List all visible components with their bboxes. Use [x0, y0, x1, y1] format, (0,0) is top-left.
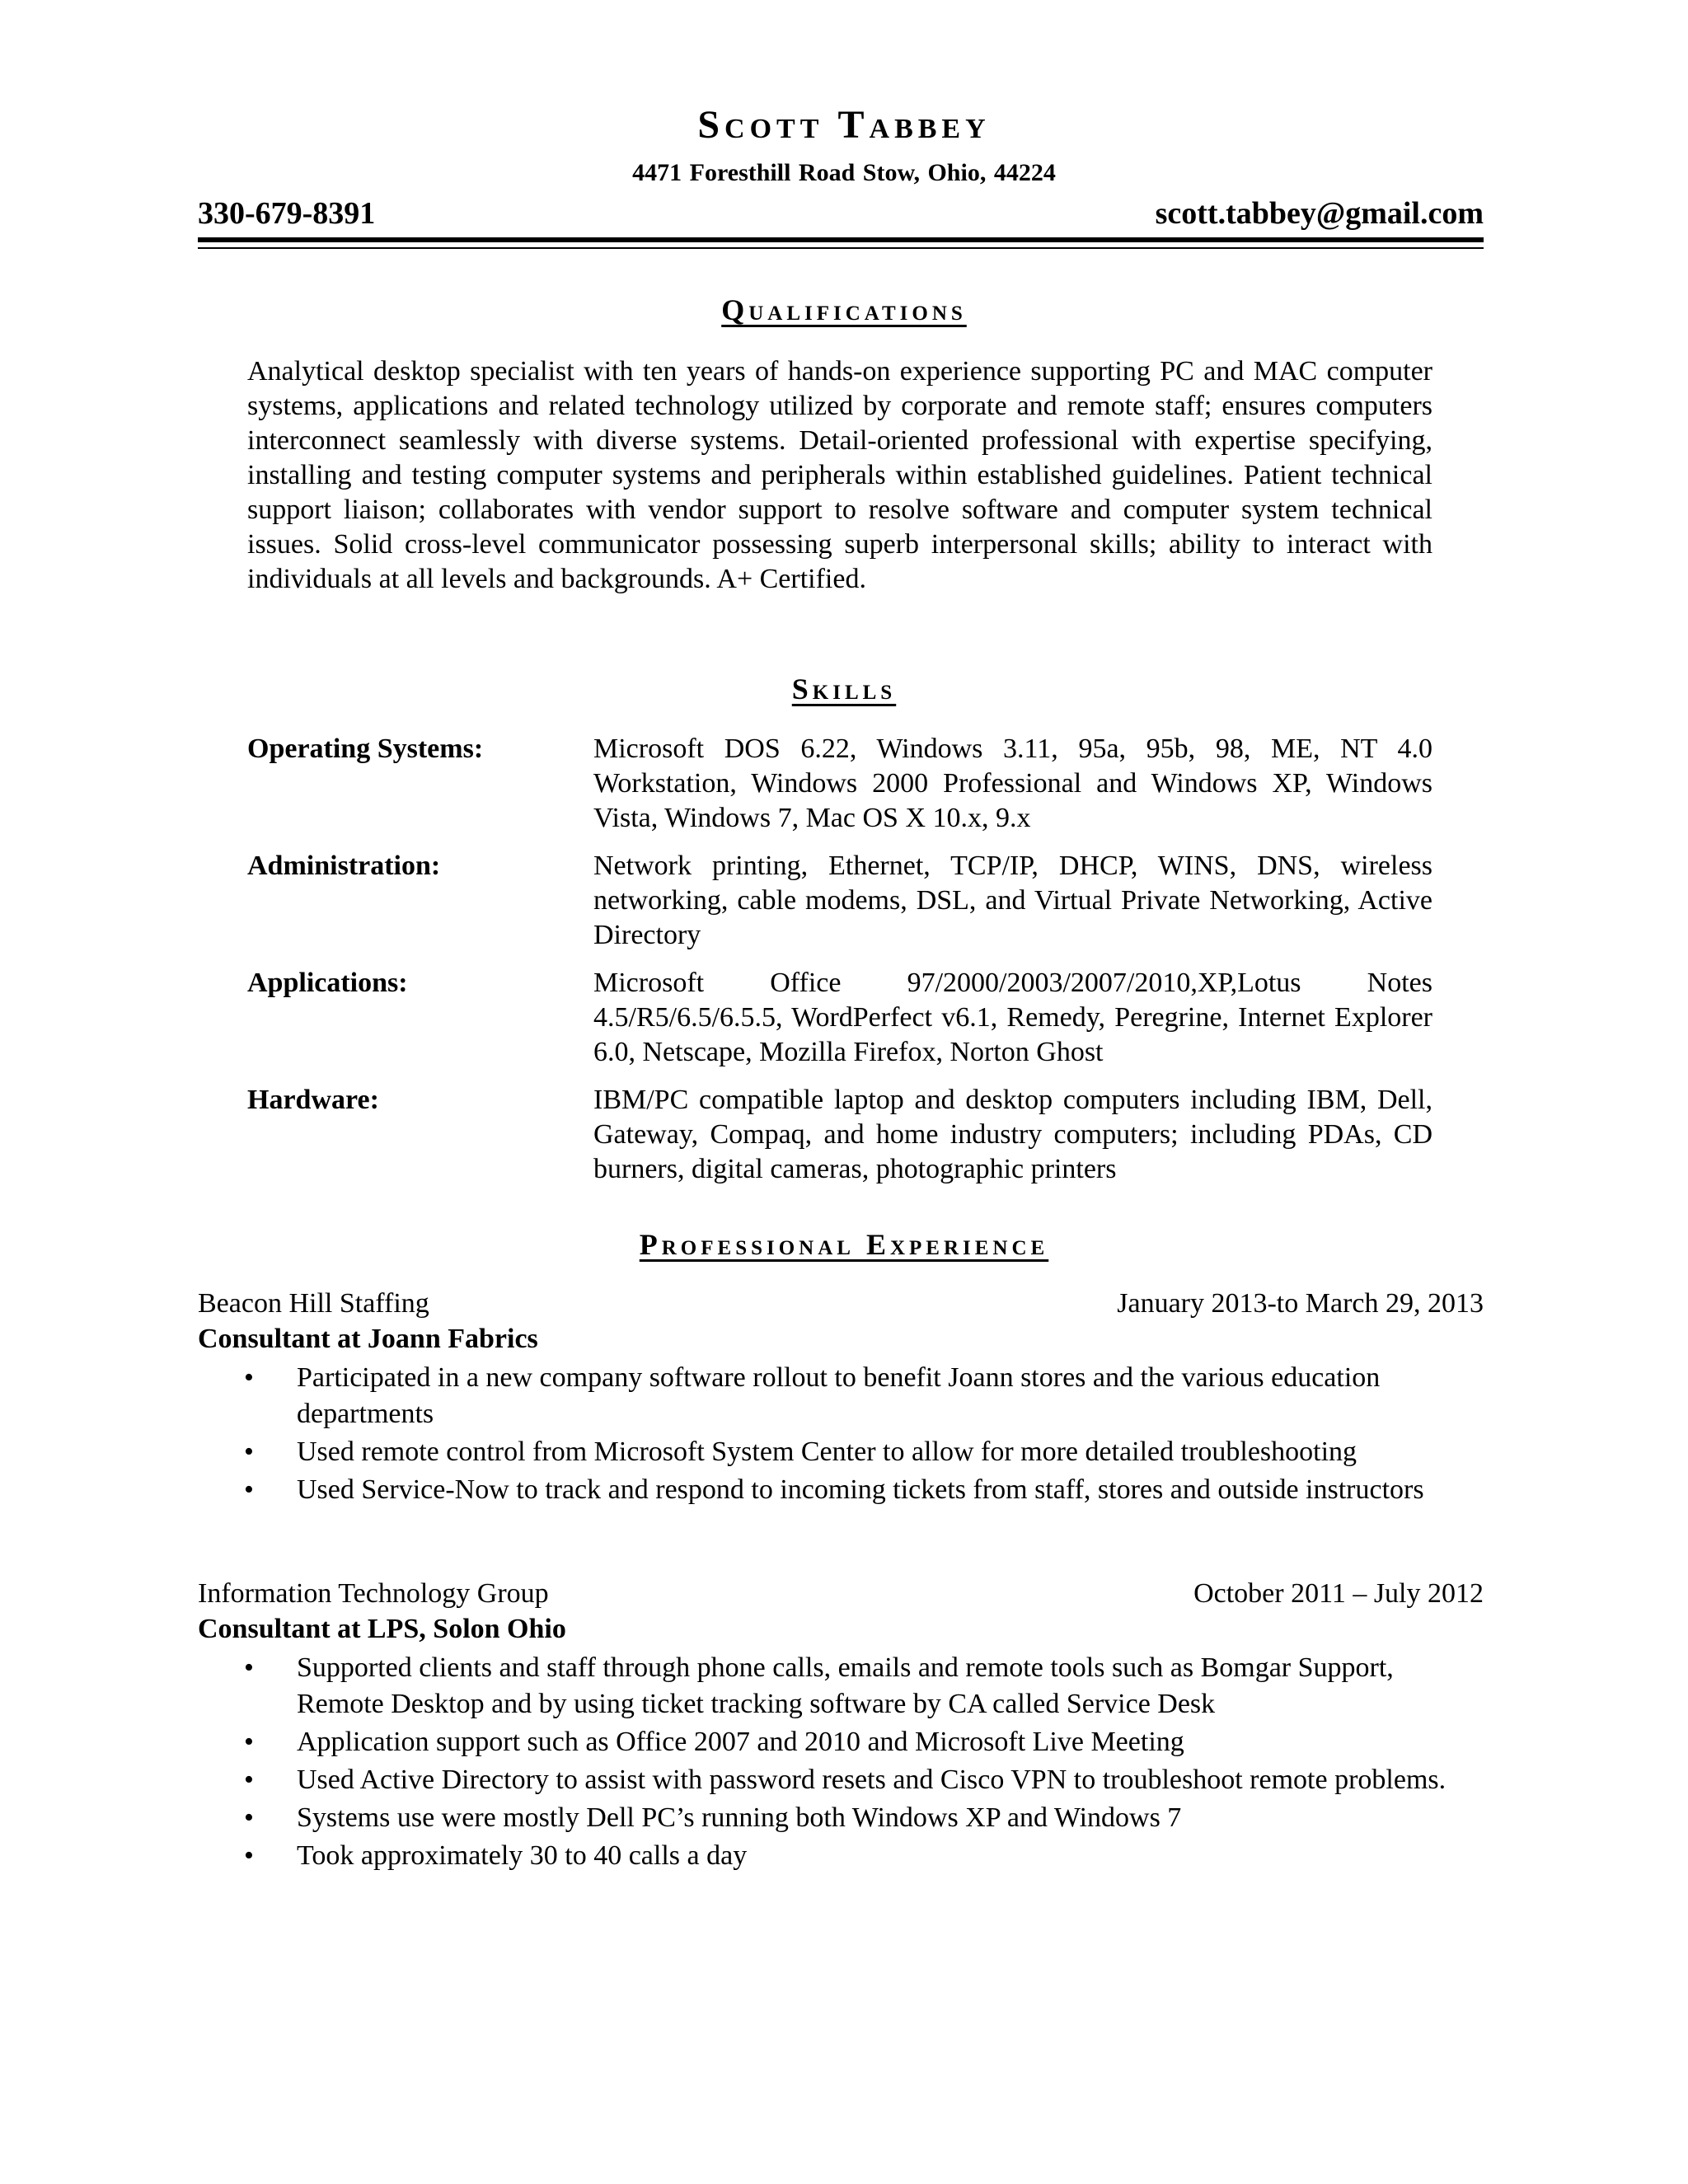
skill-row-applications: [247, 966, 1432, 1070]
job-entry-information-technology-group: [198, 1576, 1484, 1876]
bullet-text: Used Service-Now to track and respond to incoming tickets from staff, stores and outside instructors: [297, 1474, 1424, 1505]
skill-value: IBM/PC compatible laptop and desktop computers including IBM, Dell, Gateway, Compaq, and home industry computers; including PDAs, CD burners, digital cameras, photographic printers: [593, 1085, 1432, 1184]
bullet-icon: •: [244, 1802, 254, 1833]
bullet-text: Used Active Directory to assist with password resets and Cisco VPN to troubleshoot remote problems.: [297, 1765, 1447, 1795]
bullet-icon: •: [244, 1652, 254, 1683]
job-bullets: [198, 1650, 1484, 1874]
bullet-text: Participated in a new company software rollout to benefit Joann stores and the various education departments: [297, 1362, 1381, 1429]
bullet-icon: •: [244, 1727, 254, 1757]
skill-label: Operating Systems:: [247, 733, 484, 764]
list-item: [198, 1800, 1484, 1836]
bullet-text: Systems use were mostly Dell PC’s running both Windows XP and Windows 7: [297, 1802, 1182, 1833]
job-dates: January 2013-to March 29, 2013: [1117, 1288, 1484, 1319]
qualifications-text: Analytical desktop specialist with ten years of hands-on experience supporting PC and MAC computer systems, applications and related technology utilized by corporate and remote staff; ensures computers interconnect seamlessly with diverse systems. Detail-oriented professional with expertise specifying, installing and testing computer systems and peripherals within established guidelines. Patient technical support liaison; collaborates with vendor support to resolve software and computer system technical issues. Solid cross-level communicator possessing superb interpersonal skills; ability to interact with individuals at all levels and backgrounds. A+ Certified.: [247, 356, 1432, 594]
bullet-text: Application support such as Office 2007 and 2010 and Microsoft Live Meeting: [297, 1727, 1184, 1757]
list-item: [198, 1724, 1484, 1760]
job-company: Information Technology Group: [198, 1578, 549, 1609]
job-title: Consultant at LPS, Solon Ohio: [198, 1614, 566, 1644]
bullet-icon: •: [244, 1436, 254, 1467]
job-entry-beacon-hill: [198, 1286, 1484, 1510]
bullet-text: Used remote control from Microsoft System Center to allow for more detailed troubleshooting: [297, 1436, 1357, 1467]
header-divider-thick: [198, 237, 1484, 242]
list-item: [198, 1838, 1484, 1874]
skills-heading: Skills: [791, 673, 897, 705]
skill-row-administration: [247, 849, 1432, 953]
candidate-phone: 330-679-8391: [198, 196, 376, 231]
job-company: Beacon Hill Staffing: [198, 1288, 429, 1319]
list-item: [198, 1360, 1484, 1432]
skills-list: [247, 732, 1432, 1200]
bullet-icon: •: [244, 1474, 254, 1505]
bullet-icon: •: [244, 1765, 254, 1795]
bullet-icon: •: [244, 1362, 254, 1393]
job-header: [198, 1576, 1484, 1612]
list-item: [198, 1434, 1484, 1470]
list-item: [198, 1762, 1484, 1798]
skill-value: Network printing, Ethernet, TCP/IP, DHCP, WINS, DNS, wireless networking, cable modems, DSL, and Virtual Private Networking, Active Directory: [593, 851, 1432, 950]
bullet-text: Took approximately 30 to 40 calls a day: [297, 1840, 748, 1871]
skill-label: Applications:: [247, 968, 408, 998]
contact-row: [198, 193, 1484, 234]
experience-heading: Professional Experience: [639, 1228, 1049, 1261]
skill-row-operating-systems: [247, 732, 1432, 836]
job-dates: October 2011 – July 2012: [1193, 1578, 1484, 1609]
job-title: Consultant at Joann Fabrics: [198, 1324, 538, 1354]
skill-label: Hardware:: [247, 1085, 379, 1115]
bullet-icon: •: [244, 1840, 254, 1871]
skill-value: Microsoft Office 97/2000/2003/2007/2010,XP,Lotus Notes 4.5/R5/6.5/6.5.5, WordPerfect v6.1, Remedy, Peregrine, Internet Explorer 6.0, Netscape, Mozilla Firefox, Norton Ghost: [593, 968, 1432, 1067]
skill-value: Microsoft DOS 6.22, Windows 3.11, 95a, 95b, 98, ME, NT 4.0 Workstation, Windows 2000 Professional and Windows XP, Windows Vista, Windows 7, Mac OS X 10.x, 9.x: [593, 733, 1432, 833]
bullet-text: Supported clients and staff through phone calls, emails and remote tools such as Bomgar Support, Remote Desktop and by using ticket tracking software by CA called Service Desk: [297, 1652, 1394, 1719]
job-bullets: [198, 1360, 1484, 1508]
candidate-name: Scott Tabbey: [697, 103, 991, 147]
header-divider-thin: [198, 247, 1484, 249]
candidate-email: scott.tabbey@gmail.com: [1155, 196, 1484, 231]
list-item: [198, 1650, 1484, 1722]
job-header: [198, 1286, 1484, 1322]
qualifications-heading: Qualifications: [721, 293, 967, 326]
list-item: [198, 1472, 1484, 1508]
skill-row-hardware: [247, 1083, 1432, 1187]
candidate-address: 4471 Foresthill Road Stow, Ohio, 44224: [632, 159, 1056, 186]
skill-label: Administration:: [247, 851, 441, 881]
